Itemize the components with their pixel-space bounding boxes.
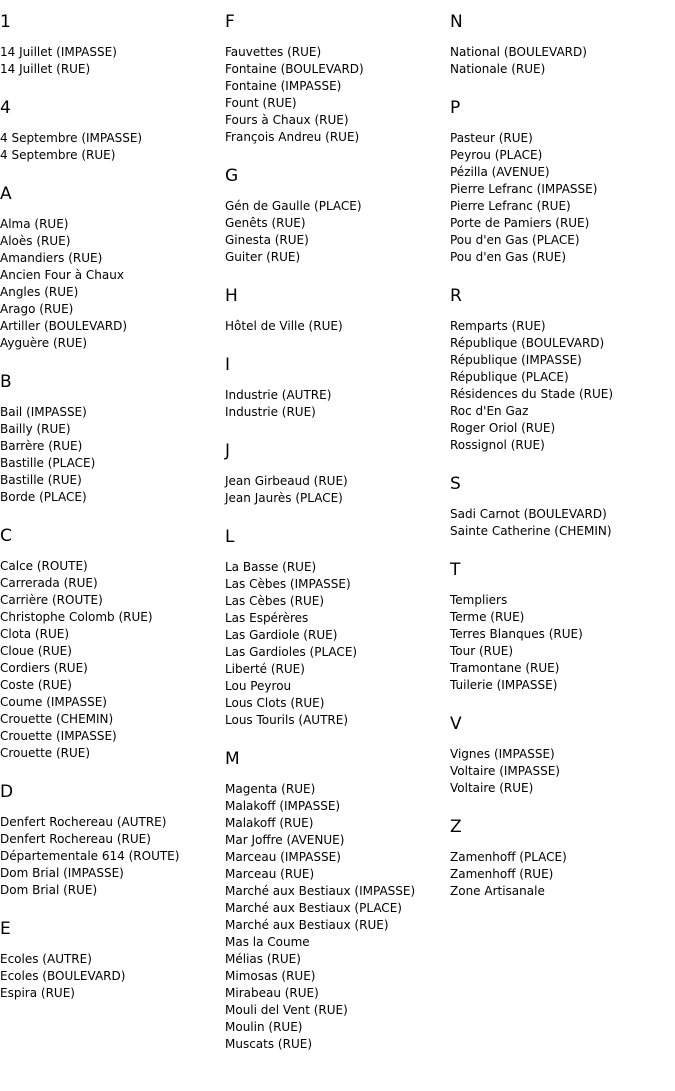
- letter-heading: H: [225, 286, 238, 306]
- street-list: [225, 198, 447, 266]
- street-link[interactable]: Peyrou (PLACE): [450, 148, 543, 162]
- street-list: [0, 951, 222, 1002]
- street-list: [450, 592, 672, 694]
- street-list: [225, 387, 447, 421]
- street-link[interactable]: Roc d'En Gaz: [450, 404, 529, 418]
- street-link[interactable]: Tramontane (RUE): [450, 661, 560, 675]
- letter-heading: 4: [0, 98, 11, 118]
- letter-group: [225, 164, 447, 284]
- letter-group: [225, 10, 447, 164]
- street-list: [450, 849, 672, 900]
- street-link[interactable]: François Andreu (RUE): [225, 130, 360, 144]
- street-list: [225, 44, 447, 146]
- street-link[interactable]: Mas la Coume: [225, 935, 310, 949]
- street-link[interactable]: Zamenhoff (RUE): [450, 867, 554, 881]
- letter-group: [450, 815, 672, 900]
- street-link[interactable]: Mirabeau (RUE): [225, 986, 319, 1000]
- group-spacer: [0, 506, 222, 524]
- letter-group: [0, 10, 222, 96]
- street-link[interactable]: République (BOULEVARD): [450, 336, 605, 350]
- letter-heading: L: [225, 527, 235, 547]
- letter-group: [0, 182, 222, 370]
- street-link[interactable]: Pou d'en Gas (RUE): [450, 250, 567, 264]
- street-link[interactable]: Terme (RUE): [450, 610, 525, 624]
- street-link[interactable]: Marceau (RUE): [225, 867, 315, 881]
- street-link[interactable]: Las Gardioles (PLACE): [225, 645, 358, 659]
- street-list: [450, 746, 672, 797]
- street-link[interactable]: Jean Girbeaud (RUE): [225, 474, 348, 488]
- street-link[interactable]: Barrère (RUE): [0, 439, 83, 453]
- street-link[interactable]: Magenta (RUE): [225, 782, 316, 796]
- street-link[interactable]: 4 Septembre (IMPASSE): [0, 131, 143, 145]
- street-list: [450, 130, 672, 266]
- street-link[interactable]: Ancien Four à Chaux: [0, 268, 124, 282]
- street-link[interactable]: Coste (RUE): [0, 678, 72, 692]
- street-list: [225, 473, 447, 507]
- group-spacer: [0, 352, 222, 370]
- letter-heading: J: [225, 441, 231, 461]
- street-link[interactable]: Ginesta (RUE): [225, 233, 309, 247]
- letter-heading: M: [225, 749, 240, 769]
- street-link[interactable]: Terres Blanques (RUE): [450, 627, 583, 641]
- letter-group: [225, 525, 447, 747]
- street-link[interactable]: Nationale (RUE): [450, 62, 546, 76]
- letter-group: [0, 917, 222, 1002]
- street-list: [225, 781, 447, 1053]
- street-link[interactable]: Crouette (IMPASSE): [0, 729, 117, 743]
- street-link[interactable]: Pou d'en Gas (PLACE): [450, 233, 580, 247]
- street-link[interactable]: Marché aux Bestiaux (RUE): [225, 918, 389, 932]
- street-list: [0, 44, 222, 78]
- street-link[interactable]: Muscats (RUE): [225, 1037, 312, 1051]
- street-column-3: [450, 10, 672, 900]
- street-link[interactable]: Zone Artisanale: [450, 884, 545, 898]
- letter-group: [0, 524, 222, 780]
- street-link[interactable]: Angles (RUE): [0, 285, 79, 299]
- letter-heading: 1: [0, 12, 11, 32]
- street-link[interactable]: Industrie (RUE): [225, 405, 316, 419]
- group-spacer: [450, 266, 672, 284]
- letter-group: [450, 472, 672, 558]
- street-link[interactable]: Carrerada (RUE): [0, 576, 98, 590]
- street-list: [225, 559, 447, 729]
- street-link[interactable]: Mimosas (RUE): [225, 969, 316, 983]
- group-spacer: [450, 78, 672, 96]
- street-link[interactable]: Coume (IMPASSE): [0, 695, 107, 709]
- street-link[interactable]: Pézilla (AVENUE): [450, 165, 550, 179]
- street-link[interactable]: Zamenhoff (PLACE): [450, 850, 567, 864]
- letter-heading: Z: [450, 817, 462, 837]
- street-link[interactable]: 14 Juillet (RUE): [0, 62, 91, 76]
- letter-group: [450, 712, 672, 815]
- letter-group: [450, 10, 672, 96]
- street-link[interactable]: 4 Septembre (RUE): [0, 148, 116, 162]
- letter-heading: C: [0, 526, 12, 546]
- street-link[interactable]: Artiller (BOULEVARD): [0, 319, 128, 333]
- street-link[interactable]: Aloès (RUE): [0, 234, 71, 248]
- street-link[interactable]: Templiers: [450, 593, 508, 607]
- street-link[interactable]: Denfert Rochereau (AUTRE): [0, 815, 167, 829]
- letter-group: [0, 96, 222, 182]
- street-link[interactable]: Voltaire (RUE): [450, 781, 534, 795]
- street-link[interactable]: Crouette (RUE): [0, 746, 91, 760]
- letter-heading: I: [225, 355, 231, 375]
- group-spacer: [225, 507, 447, 525]
- street-link[interactable]: Hôtel de Ville (RUE): [225, 319, 343, 333]
- street-list: [0, 130, 222, 164]
- group-spacer: [450, 454, 672, 472]
- street-link[interactable]: Porte de Pamiers (RUE): [450, 216, 590, 230]
- street-link[interactable]: Malakoff (RUE): [225, 816, 314, 830]
- letter-heading: E: [0, 919, 11, 939]
- letter-group: [450, 558, 672, 712]
- street-link[interactable]: Lous Clots (RUE): [225, 696, 325, 710]
- street-list: [450, 506, 672, 540]
- street-link[interactable]: Amandiers (RUE): [0, 251, 103, 265]
- group-spacer: [225, 335, 447, 353]
- street-link[interactable]: Départementale 614 (ROUTE): [0, 849, 180, 863]
- street-link[interactable]: Bailly (RUE): [0, 422, 71, 436]
- street-link[interactable]: Arago (RUE): [0, 302, 74, 316]
- street-link[interactable]: Cordiers (RUE): [0, 661, 88, 675]
- street-link[interactable]: Lou Peyrou: [225, 679, 292, 693]
- street-link[interactable]: Carrière (ROUTE): [0, 593, 103, 607]
- group-spacer: [0, 762, 222, 780]
- street-link[interactable]: Voltaire (IMPASSE): [450, 764, 560, 778]
- street-link[interactable]: Marché aux Bestiaux (PLACE): [225, 901, 402, 915]
- letter-group: [225, 439, 447, 525]
- street-link[interactable]: Guiter (RUE): [225, 250, 301, 264]
- street-link[interactable]: Calce (ROUTE): [0, 559, 88, 573]
- street-link[interactable]: Industrie (AUTRE): [225, 388, 332, 402]
- street-link[interactable]: Marché aux Bestiaux (IMPASSE): [225, 884, 416, 898]
- group-spacer: [225, 146, 447, 164]
- street-link[interactable]: République (PLACE): [450, 370, 569, 384]
- letter-heading: F: [225, 12, 235, 32]
- street-link[interactable]: Vignes (IMPASSE): [450, 747, 555, 761]
- letter-heading: D: [0, 782, 14, 802]
- group-spacer: [0, 78, 222, 96]
- street-link[interactable]: Gén de Gaulle (PLACE): [225, 199, 362, 213]
- street-link[interactable]: Dom Brial (IMPASSE): [0, 866, 124, 880]
- street-link[interactable]: Rossignol (RUE): [450, 438, 545, 452]
- street-link[interactable]: Crouette (CHEMIN): [0, 712, 114, 726]
- letter-heading: V: [450, 714, 462, 734]
- letter-heading: S: [450, 474, 461, 494]
- street-link[interactable]: Las Espérères: [225, 611, 309, 625]
- street-link[interactable]: Las Cèbes (IMPASSE): [225, 577, 351, 591]
- group-spacer: [450, 694, 672, 712]
- letter-group: [0, 780, 222, 917]
- group-spacer: [450, 540, 672, 558]
- street-link[interactable]: Liberté (RUE): [225, 662, 305, 676]
- street-link[interactable]: Fount (RUE): [225, 96, 297, 110]
- letter-group: [225, 284, 447, 353]
- street-list: [0, 814, 222, 899]
- street-link[interactable]: National (BOULEVARD): [450, 45, 587, 59]
- street-link[interactable]: Jean Jaurès (PLACE): [225, 491, 343, 505]
- street-column-1: [0, 10, 222, 1002]
- letter-group: [450, 284, 672, 472]
- street-link[interactable]: Bastille (PLACE): [0, 456, 96, 470]
- letter-heading: T: [450, 560, 461, 580]
- letter-heading: R: [450, 286, 462, 306]
- street-link[interactable]: Ayguère (RUE): [0, 336, 88, 350]
- street-link[interactable]: Marceau (IMPASSE): [225, 850, 341, 864]
- street-link[interactable]: Mélias (RUE): [225, 952, 301, 966]
- street-link[interactable]: Pasteur (RUE): [450, 131, 533, 145]
- street-link[interactable]: Fontaine (IMPASSE): [225, 79, 342, 93]
- street-link[interactable]: Tuilerie (IMPASSE): [450, 678, 558, 692]
- street-list: [450, 318, 672, 454]
- street-link[interactable]: Mouli del Vent (RUE): [225, 1003, 348, 1017]
- letter-heading: G: [225, 166, 239, 186]
- street-list: [0, 216, 222, 352]
- street-list: [0, 404, 222, 506]
- street-link[interactable]: Sadi Carnot (BOULEVARD): [450, 507, 607, 521]
- street-link[interactable]: Las Gardiole (RUE): [225, 628, 338, 642]
- street-link[interactable]: Fontaine (BOULEVARD): [225, 62, 364, 76]
- street-link[interactable]: Ecoles (AUTRE): [0, 952, 92, 966]
- street-link[interactable]: République (IMPASSE): [450, 353, 582, 367]
- street-link[interactable]: Sainte Catherine (CHEMIN): [450, 524, 612, 538]
- letter-group: [450, 96, 672, 284]
- group-spacer: [225, 421, 447, 439]
- street-link[interactable]: Dom Brial (RUE): [0, 883, 98, 897]
- street-link[interactable]: Malakoff (IMPASSE): [225, 799, 341, 813]
- street-link[interactable]: Fauvettes (RUE): [225, 45, 322, 59]
- street-link[interactable]: Lous Tourils (AUTRE): [225, 713, 348, 727]
- letter-heading: P: [450, 98, 461, 118]
- street-link[interactable]: Las Cèbes (RUE): [225, 594, 324, 608]
- street-link[interactable]: 14 Juillet (IMPASSE): [0, 45, 117, 59]
- street-link[interactable]: Pierre Lefranc (RUE): [450, 199, 571, 213]
- street-link[interactable]: Bail (IMPASSE): [0, 405, 87, 419]
- street-link[interactable]: Genêts (RUE): [225, 216, 306, 230]
- street-link[interactable]: Cloue (RUE): [0, 644, 72, 658]
- street-link[interactable]: Fours à Chaux (RUE): [225, 113, 349, 127]
- street-link[interactable]: Tour (RUE): [450, 644, 514, 658]
- group-spacer: [225, 729, 447, 747]
- street-list: [225, 318, 447, 335]
- group-spacer: [450, 797, 672, 815]
- street-link[interactable]: La Basse (RUE): [225, 560, 317, 574]
- letter-heading: N: [450, 12, 463, 32]
- street-list: [450, 44, 672, 78]
- street-link[interactable]: Alma (RUE): [0, 217, 69, 231]
- street-link[interactable]: Bastille (RUE): [0, 473, 82, 487]
- street-list: [0, 558, 222, 762]
- street-link[interactable]: Roger Oriol (RUE): [450, 421, 556, 435]
- street-link[interactable]: Mar Joffre (AVENUE): [225, 833, 345, 847]
- street-link[interactable]: Clota (RUE): [0, 627, 69, 641]
- group-spacer: [0, 164, 222, 182]
- street-link[interactable]: Moulin (RUE): [225, 1020, 303, 1034]
- street-link[interactable]: Ecoles (BOULEVARD): [0, 969, 126, 983]
- street-link[interactable]: Résidences du Stade (RUE): [450, 387, 614, 401]
- street-column-2: [225, 10, 447, 1053]
- street-link[interactable]: Pierre Lefranc (IMPASSE): [450, 182, 598, 196]
- street-link[interactable]: Denfert Rochereau (RUE): [0, 832, 151, 846]
- street-link[interactable]: Remparts (RUE): [450, 319, 546, 333]
- letter-group: [0, 370, 222, 524]
- street-link[interactable]: Christophe Colomb (RUE): [0, 610, 153, 624]
- letter-heading: A: [0, 184, 12, 204]
- letter-group: [225, 747, 447, 1053]
- street-link[interactable]: Borde (PLACE): [0, 490, 87, 504]
- street-link[interactable]: Espira (RUE): [0, 986, 75, 1000]
- letter-heading: B: [0, 372, 12, 392]
- group-spacer: [0, 899, 222, 917]
- letter-group: [225, 353, 447, 439]
- group-spacer: [225, 266, 447, 284]
